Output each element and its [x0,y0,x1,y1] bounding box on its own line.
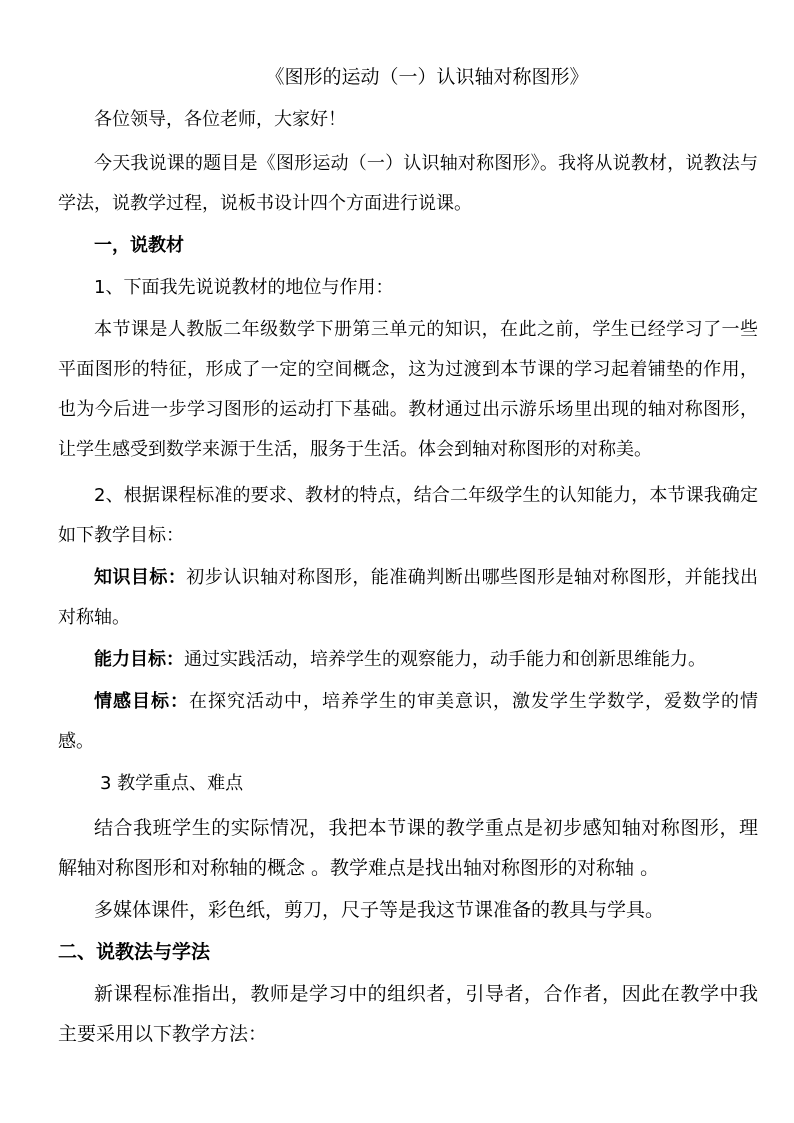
greeting-paragraph: 各位领导，各位老师，大家好！ [94,109,346,130]
intro-paragraph: 今天我说课的题目是《图形运动（一）认识轴对称图形》。我将从说教材，说教法与学法，说教学过程，说板书设计四个方面进行说课。 [58,153,758,214]
section-1-paragraph-4: 多媒体课件，彩色纸，剪刀，尺子等是我这节课准备的教具与学具。 [94,899,665,921]
section-2-heading: 二、说教法与学法 [58,941,211,963]
goal-knowledge-text: 初步认识轴对称图形，能准确判断出哪些图形是轴对称图形，并能找出对称轴。 [58,567,759,628]
goal-emotion-text: 在探究活动中，培养学生的审美意识，激发学生学数学，爱数学的情感。 [58,691,758,752]
section-1-paragraph-3: 结合我班学生的实际情况，我把本节课的教学重点是初步感知轴对称图形，理解轴对称图形和对称轴的概念 。教学难点是找出轴对称图形的对称轴 。 [58,817,758,879]
goal-ability-text: 通过实践活动，培养学生的观察能力，动手能力和创新思维能力。 [184,649,706,670]
section-1-item-2: 2、根据课程标准的要求、教材的特点，结合二年级学生的认知能力，本节课我确定如下教学目标： [58,485,758,546]
goal-knowledge [58,558,758,638]
goal-knowledge-label: 知识目标： [94,567,187,588]
section-1-item-1: 1、下面我先说说教材的地位与作用： [94,277,394,298]
section-2-paragraph-1: 新课程标准指出，教师是学习中的组织者，引导者，合作者，因此在教学中我主要采用以下教学方法： [58,983,758,1045]
goal-emotion [58,682,758,762]
document-title: 《图形的运动（一）认识轴对称图形》 [265,66,589,88]
goal-ability [58,640,758,680]
goal-ability-label: 能力目标： [94,649,184,670]
section-1-item-3: 3 教学重点、难点 [100,773,244,794]
section-1-paragraph-1: 本节课是人教版二年级数学下册第三单元的知识，在此之前，学生已经学习了一些平面图形的特征，形成了一定的空间概念，这为过渡到本节课的学习起着铺垫的作用，也为今后进一步学习图形的运动打下基础。教材通过出示游乐场里出现的轴对称图形，让学生感受到数学来源于生活，服务于生活。体会到轴对称图形的对称美。 [58,319,758,460]
goal-emotion-label: 情感目标： [94,691,189,712]
section-1-heading: 一，说教材 [94,235,184,256]
